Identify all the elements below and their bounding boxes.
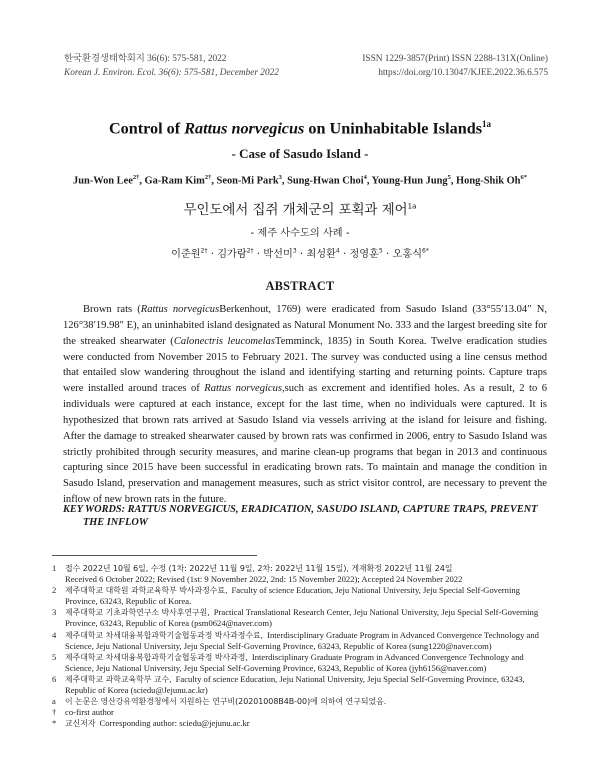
footnotes	[52, 563, 552, 729]
korean-title	[0, 199, 600, 218]
footnote-korean: 제주대학교 기초과학연구소 박사후연구원,	[65, 608, 210, 618]
footnote-korean: 제주대학교 대학원 과학교육학부 박사과정수료,	[65, 586, 228, 596]
footnote-english: Faculty of science Education, Jeju National University, Jeju Special Self-Governing Province, 63243, Republic of Korea (sciedu@Jejunu.ac.kr)	[65, 673, 525, 696]
korean-author-affiliation-mark: 2†	[200, 247, 208, 255]
korean-author-separator: ·	[296, 249, 307, 260]
footnote-1	[52, 563, 552, 585]
abstract-text-2: Berkenhout, 1769) were eradicated from Sasudo Island (33°55′13.04″ N, 126°38′19.98″ E), an uninhabited island designated as Natural Monument No. 333 and the largest breeding site for the streaked shearwater (	[63, 304, 547, 347]
footnote-3	[52, 607, 552, 629]
footnote-mark: *	[52, 718, 57, 729]
keywords-line-1: KEY WORDS: RATTUS NORVEGICUS, ERADICATION, SASUDO ISLAND, CAPTURE TRAPS, PREVENT	[63, 504, 538, 515]
korean-title-text: 무인도에서 집쥐 개체군의 포획과 제어	[183, 203, 408, 218]
paper-subtitle: - Case of Sasudo Island -	[231, 146, 369, 161]
author-affiliation-mark: 2†	[132, 174, 140, 181]
author-affiliation-mark: 4	[363, 174, 367, 181]
footnote-mark: 2	[52, 585, 57, 596]
author-affiliation-mark: 5	[447, 174, 451, 181]
footnote-4	[52, 630, 552, 652]
journal-identifiers	[362, 53, 548, 80]
title-footnote-mark: 1a	[482, 119, 492, 129]
korean-subtitle: - 제주 사수도의 사례 -	[250, 228, 350, 239]
footnote-7	[52, 696, 552, 707]
korean-author-6: 오홍식	[392, 249, 423, 260]
korean-author-affiliation-mark: 2†	[246, 247, 254, 255]
footnote-english: Faculty of science Education, Jeju National University, Jeju Special Self-Governing Province, 63243, Republic of Korea.	[65, 585, 520, 607]
korean-author-2: 김가람	[217, 249, 247, 260]
author-5: Young-Hun Jung	[371, 175, 448, 187]
korean-author-affiliation-mark: 3	[292, 247, 297, 255]
footnote-mark: 5	[52, 651, 57, 662]
author-2: Ga-Ram Kim	[144, 175, 205, 187]
korean-author-separator: ·	[207, 249, 218, 260]
journal-citation-korean: 한국환경생태학회지 36(6): 575-581, 2022	[64, 54, 227, 64]
abstract-species-3: Rattus norvegicus,	[204, 383, 285, 395]
author-separator: ,	[139, 175, 145, 187]
author-separator: ,	[450, 175, 457, 187]
title-suffix: on Uninhabitable Islands	[304, 119, 483, 138]
author-1: Jun-Won Lee	[73, 175, 133, 187]
paper-title	[0, 119, 600, 138]
journal-citation	[64, 53, 279, 80]
author-3: Seon-Mi Park	[216, 175, 279, 187]
footnote-9	[52, 718, 552, 729]
footnote-english: Corresponding author: sciedu@jejunu.ac.kr	[99, 718, 250, 729]
footnote-2	[52, 585, 552, 607]
korean-author-4: 최성환	[306, 249, 336, 260]
keywords-line-2: THE INFLOW	[83, 517, 148, 528]
author-affiliation-mark: 6*	[520, 174, 527, 181]
footnote-korean: 이 논문은 영산강유역환경청에서 지원하는 연구비(20201008B4B-00)에 의하여 연구되었음.	[65, 697, 387, 707]
abstract-body	[63, 302, 547, 508]
footnote-mark: †	[52, 707, 57, 718]
author-affiliation-mark: 3	[278, 174, 282, 181]
korean-author-5: 정영훈	[349, 249, 379, 260]
footnote-korean: 교신저자	[65, 719, 96, 729]
korean-author-separator: ·	[339, 249, 350, 260]
footnote-6	[52, 674, 552, 696]
footnote-korean: 접수 2022년 10월 6일, 수정 (1차: 2022년 11월 9일, 2차: 2022년 11월 15일), 게재확정 2022년 11월 24일	[65, 564, 453, 573]
footnote-mark: a	[52, 696, 56, 707]
korean-author-list	[0, 245, 600, 260]
footnote-english: Interdisciplinary Graduate Program in Advanced Convergence Technology and Science, Jeju National University, Jeju Special Self-Governing Province, 63243, Republic of Korea (sung1220@naver.com)	[65, 629, 539, 651]
footnote-mark: 3	[52, 607, 57, 618]
korean-title-footnote-mark: 1a	[407, 202, 417, 211]
footnote-5	[52, 652, 552, 674]
korean-author-separator: ·	[253, 249, 264, 260]
journal-citation-english: Korean J. Environ. Ecol. 36(6): 575-581, December 2022	[64, 67, 279, 78]
abstract-text-4: such as excrement and identified holes. As a result, 2 to 6 individuals were captured at each instance, except for the last time, when no individuals were captured. It is hypothesized that brown rats arrived at Sasudo Island via vessels arriving at the island for leisure and fishing. After the damage to streaked shearwater caused by brown rats was confirmed in 2006, entry to Sasudo Island was strictly prohibited through security measures, and marine clean-up programs that began in 2013 and continuous capturing since 2015 have been successful in eradicating brown rats. To maintain and manage the condition in Sasudo Island, preservation and management measures, such as strict visitor control, are necessary to prevent the inflow of new brown rats in the future.	[63, 383, 547, 506]
abstract-species-1: Rattus norvegicus	[140, 304, 220, 315]
author-affiliation-mark: 2†	[204, 174, 212, 181]
footnote-english: Practical Translational Research Center, Jeju National University, Jeju Special Self-Governing Province, 63243, Republic of Korea (psm0624@naver.com)	[65, 607, 539, 629]
korean-author-affiliation-mark: 4	[335, 247, 340, 255]
korean-author-affiliation-mark: 6*	[422, 247, 429, 255]
footnote-mark: 1	[52, 563, 57, 573]
footnote-divider	[52, 555, 257, 556]
abstract-text-3: Temminck, 1835) in South Korea. Twelve eradication studies were conducted from November 2015 to February 2021. The survey was conducted using a line census method that entailed slow wandering throughout the island and identifying starting and returning points. Capture traps were installed around traces of	[63, 335, 547, 395]
abstract-species-2: Calonectris leucomelas	[173, 335, 276, 347]
footnote-korean: 제주대학교 차세대융복합과학기술협동과정 박사과정수료,	[65, 630, 264, 640]
footnote-8	[52, 707, 552, 718]
issn: ISSN 1229-3857(Print) ISSN 2288-131X(Online)	[362, 54, 548, 64]
footnote-korean: 제주대학교 차세대융복합과학기술협동과정 박사과정,	[65, 652, 248, 662]
abstract-heading: ABSTRACT	[265, 279, 335, 293]
footnote-english: Received 6 October 2022; Revised (1st: 9 November 2022, 2nd: 15 November 2022); Accepted 24 November 2022	[65, 574, 463, 585]
title-prefix: Control of	[108, 119, 185, 138]
doi-link[interactable]: https://doi.org/10.13047/KJEE.2022.36.6.575	[378, 67, 548, 78]
author-separator: ,	[211, 175, 217, 187]
footnote-mark: 6	[52, 673, 57, 684]
korean-author-separator: ·	[382, 249, 393, 260]
author-list	[0, 174, 600, 186]
footnote-mark: 4	[52, 629, 57, 640]
footnote-english: co-first author	[65, 707, 114, 718]
abstract-text-1: Brown rats (	[83, 304, 141, 315]
korean-author-3: 박선미	[263, 249, 293, 260]
korean-author-1: 이준원	[171, 249, 201, 260]
title-species: Rattus norvegicus	[184, 119, 305, 138]
footnote-english: Interdisciplinary Graduate Program in Advanced Convergence Technology and Science, Jeju National University, Jeju Special Self-Governing Province, 63243, Republic of Korea (jyh6156@naver.com)	[65, 651, 524, 673]
keywords	[63, 503, 547, 529]
author-4: Sung-Hwan Choi	[287, 175, 364, 187]
author-6: Hong-Shik Oh	[456, 175, 521, 187]
author-separator: ,	[281, 175, 288, 187]
korean-author-affiliation-mark: 5	[378, 247, 383, 255]
footnote-korean: 제주대학교 과학교육학부 교수,	[65, 674, 172, 684]
author-separator: ,	[366, 175, 372, 187]
